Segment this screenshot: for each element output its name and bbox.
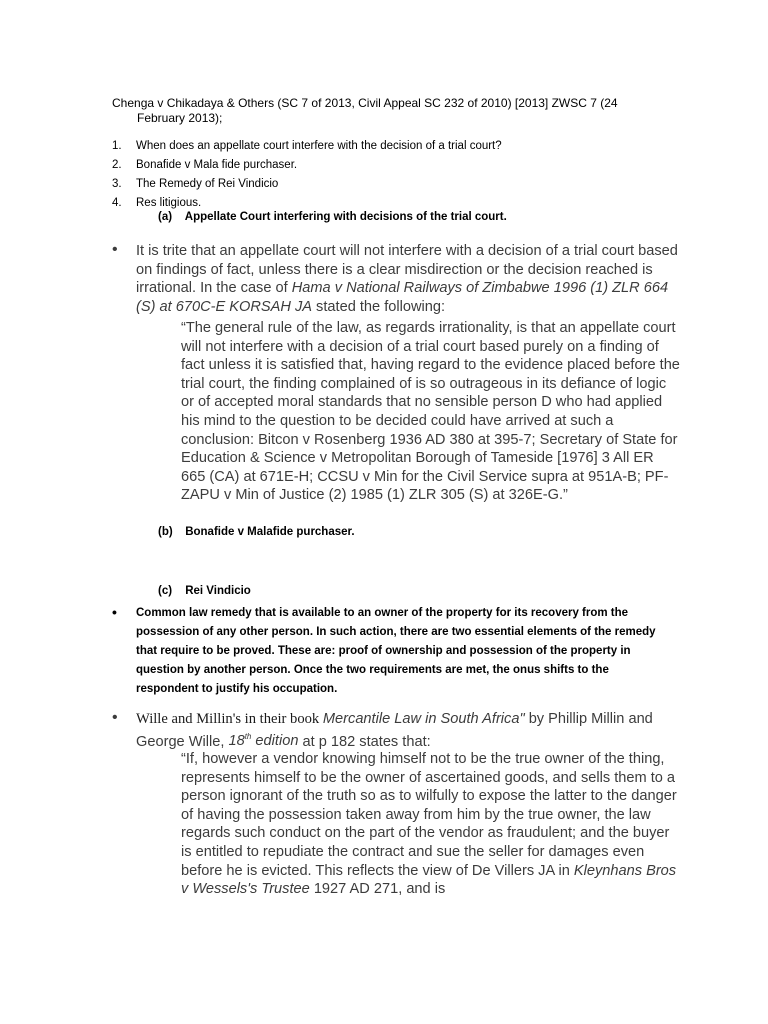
bullet-paragraph-wille (112, 710, 692, 751)
list-item-text: When does an appellate court interfere with the decision of a trial court? (136, 140, 502, 152)
list-item-text: Bonafide v Mala fide purchaser. (136, 159, 298, 171)
bullet-icon: • (112, 241, 118, 258)
section-title: Appellate Court interfering with decisions of the trial court. (184, 211, 507, 223)
issues-list (112, 137, 672, 213)
section-title: Rei Vindicio (185, 585, 251, 597)
list-number: 1. (112, 140, 122, 152)
para-text: by Phillip Millin and George Wille, (136, 711, 653, 750)
case-citation: Kleynhans Bros v Wessels's Trustee (181, 862, 677, 898)
edition-number (228, 733, 298, 749)
section-label: (a) (158, 211, 173, 223)
quote-block-hama: “The general rule of the law, as regards irrationality, is that an appellate court will not interfere with a decision of a trial court based purely on a finding of fact unless it is satisfied that, having regard to the evidence placed before the trial court, the finding complained of is so outrageous in its defiance of logic or of accepted moral standards that no sensible person D who had applied his mind to the question to be decided could have arrived at such a conclusion: Bitcon v Rosenberg 1936 AD 380 at 395-7; Secretary of State for Education & Science v Metropolitan Borough of Tameside [1976] 3 All ER 665 (CA) at 671E-H; CCSU v Min for the Civil Service supra at 951A-B; PF-ZAPU v Min of Justice (2) 1985 (1) ZLR 305 (S) at 326E-G.” (181, 320, 680, 504)
section-label: (b) (158, 526, 173, 538)
para-text: at p 182 states that: (298, 733, 431, 750)
case-citation: Hama v National Railways of Zimbabwe 1996 (1) ZLR 664 (S) at 670C-E KORSAH JA (136, 280, 669, 315)
edition-label: edition (251, 733, 299, 750)
paragraph-text (136, 710, 681, 751)
list-item (112, 175, 672, 194)
book-title: Mercantile Law in South Africa" (322, 711, 525, 727)
para-text: It is trite that an appellate court will not interfere with a decision of a trial court based on findings of fact, unless there is a clear misdirection or the decision reached is irrational. In the case of (136, 243, 678, 297)
list-number: 4. (112, 197, 122, 209)
section-b-heading (158, 526, 355, 538)
section-c-heading (158, 585, 251, 597)
quote-block-wille (181, 750, 681, 899)
edition-num: 18 (228, 733, 245, 750)
bullet-icon: • (112, 709, 118, 726)
quote-text: 1927 AD 271, and is (309, 881, 446, 898)
case-title-line1: Chenga v Chikadaya & Others (SC 7 of 2013, Civil Appeal SC 232 of 2010) [2013] ZWSC 7 (24 (112, 96, 618, 110)
list-number: 2. (112, 159, 122, 171)
list-item (112, 137, 672, 156)
section-title: Bonafide v Malafide purchaser. (185, 526, 355, 538)
case-title (112, 96, 672, 126)
paragraph-text: Common law remedy that is available to an owner of the property for its recovery from the possession of any other person. In such action, there are two essential elements of the remedy that require to be proved. These are: proof of ownership and possession of the property in question by another person. Once the two requirements are met, the onus shifts to the respondent to justify his occupation. (136, 607, 656, 695)
section-a-heading (158, 211, 507, 223)
list-number: 3. (112, 178, 122, 190)
bullet-icon: • (112, 604, 117, 620)
paragraph-text (136, 242, 681, 316)
list-item-text: The Remedy of Rei Vindicio (136, 178, 279, 190)
case-title-line2: February 2013); (137, 111, 223, 125)
para-text: Wille and Millin's in their book (136, 711, 323, 727)
bullet-paragraph-rei-vindicio (112, 604, 692, 699)
list-item (112, 156, 672, 175)
quote-text: “If, however a vendor knowing himself not to be the true owner of the thing, represents himself to be the owner of ascertained goods, and sells them to a person ignorant of the truth so as to wilfully to expose the latter to the danger of having the possession taken away from him by the true owner, the law regards such conduct on the part of the vendor as fraudulent; and the buyer is entitled to repudiate the contract and sue the seller for damages even before he is evicted. This reflects the view of De Villers JA in (181, 751, 677, 879)
bullet-paragraph-appellate (112, 242, 692, 316)
list-item-text: Res litigious. (136, 197, 202, 209)
para-text: stated the following: (312, 298, 446, 315)
section-label: (c) (158, 585, 173, 597)
edition-suffix: th (244, 732, 252, 742)
